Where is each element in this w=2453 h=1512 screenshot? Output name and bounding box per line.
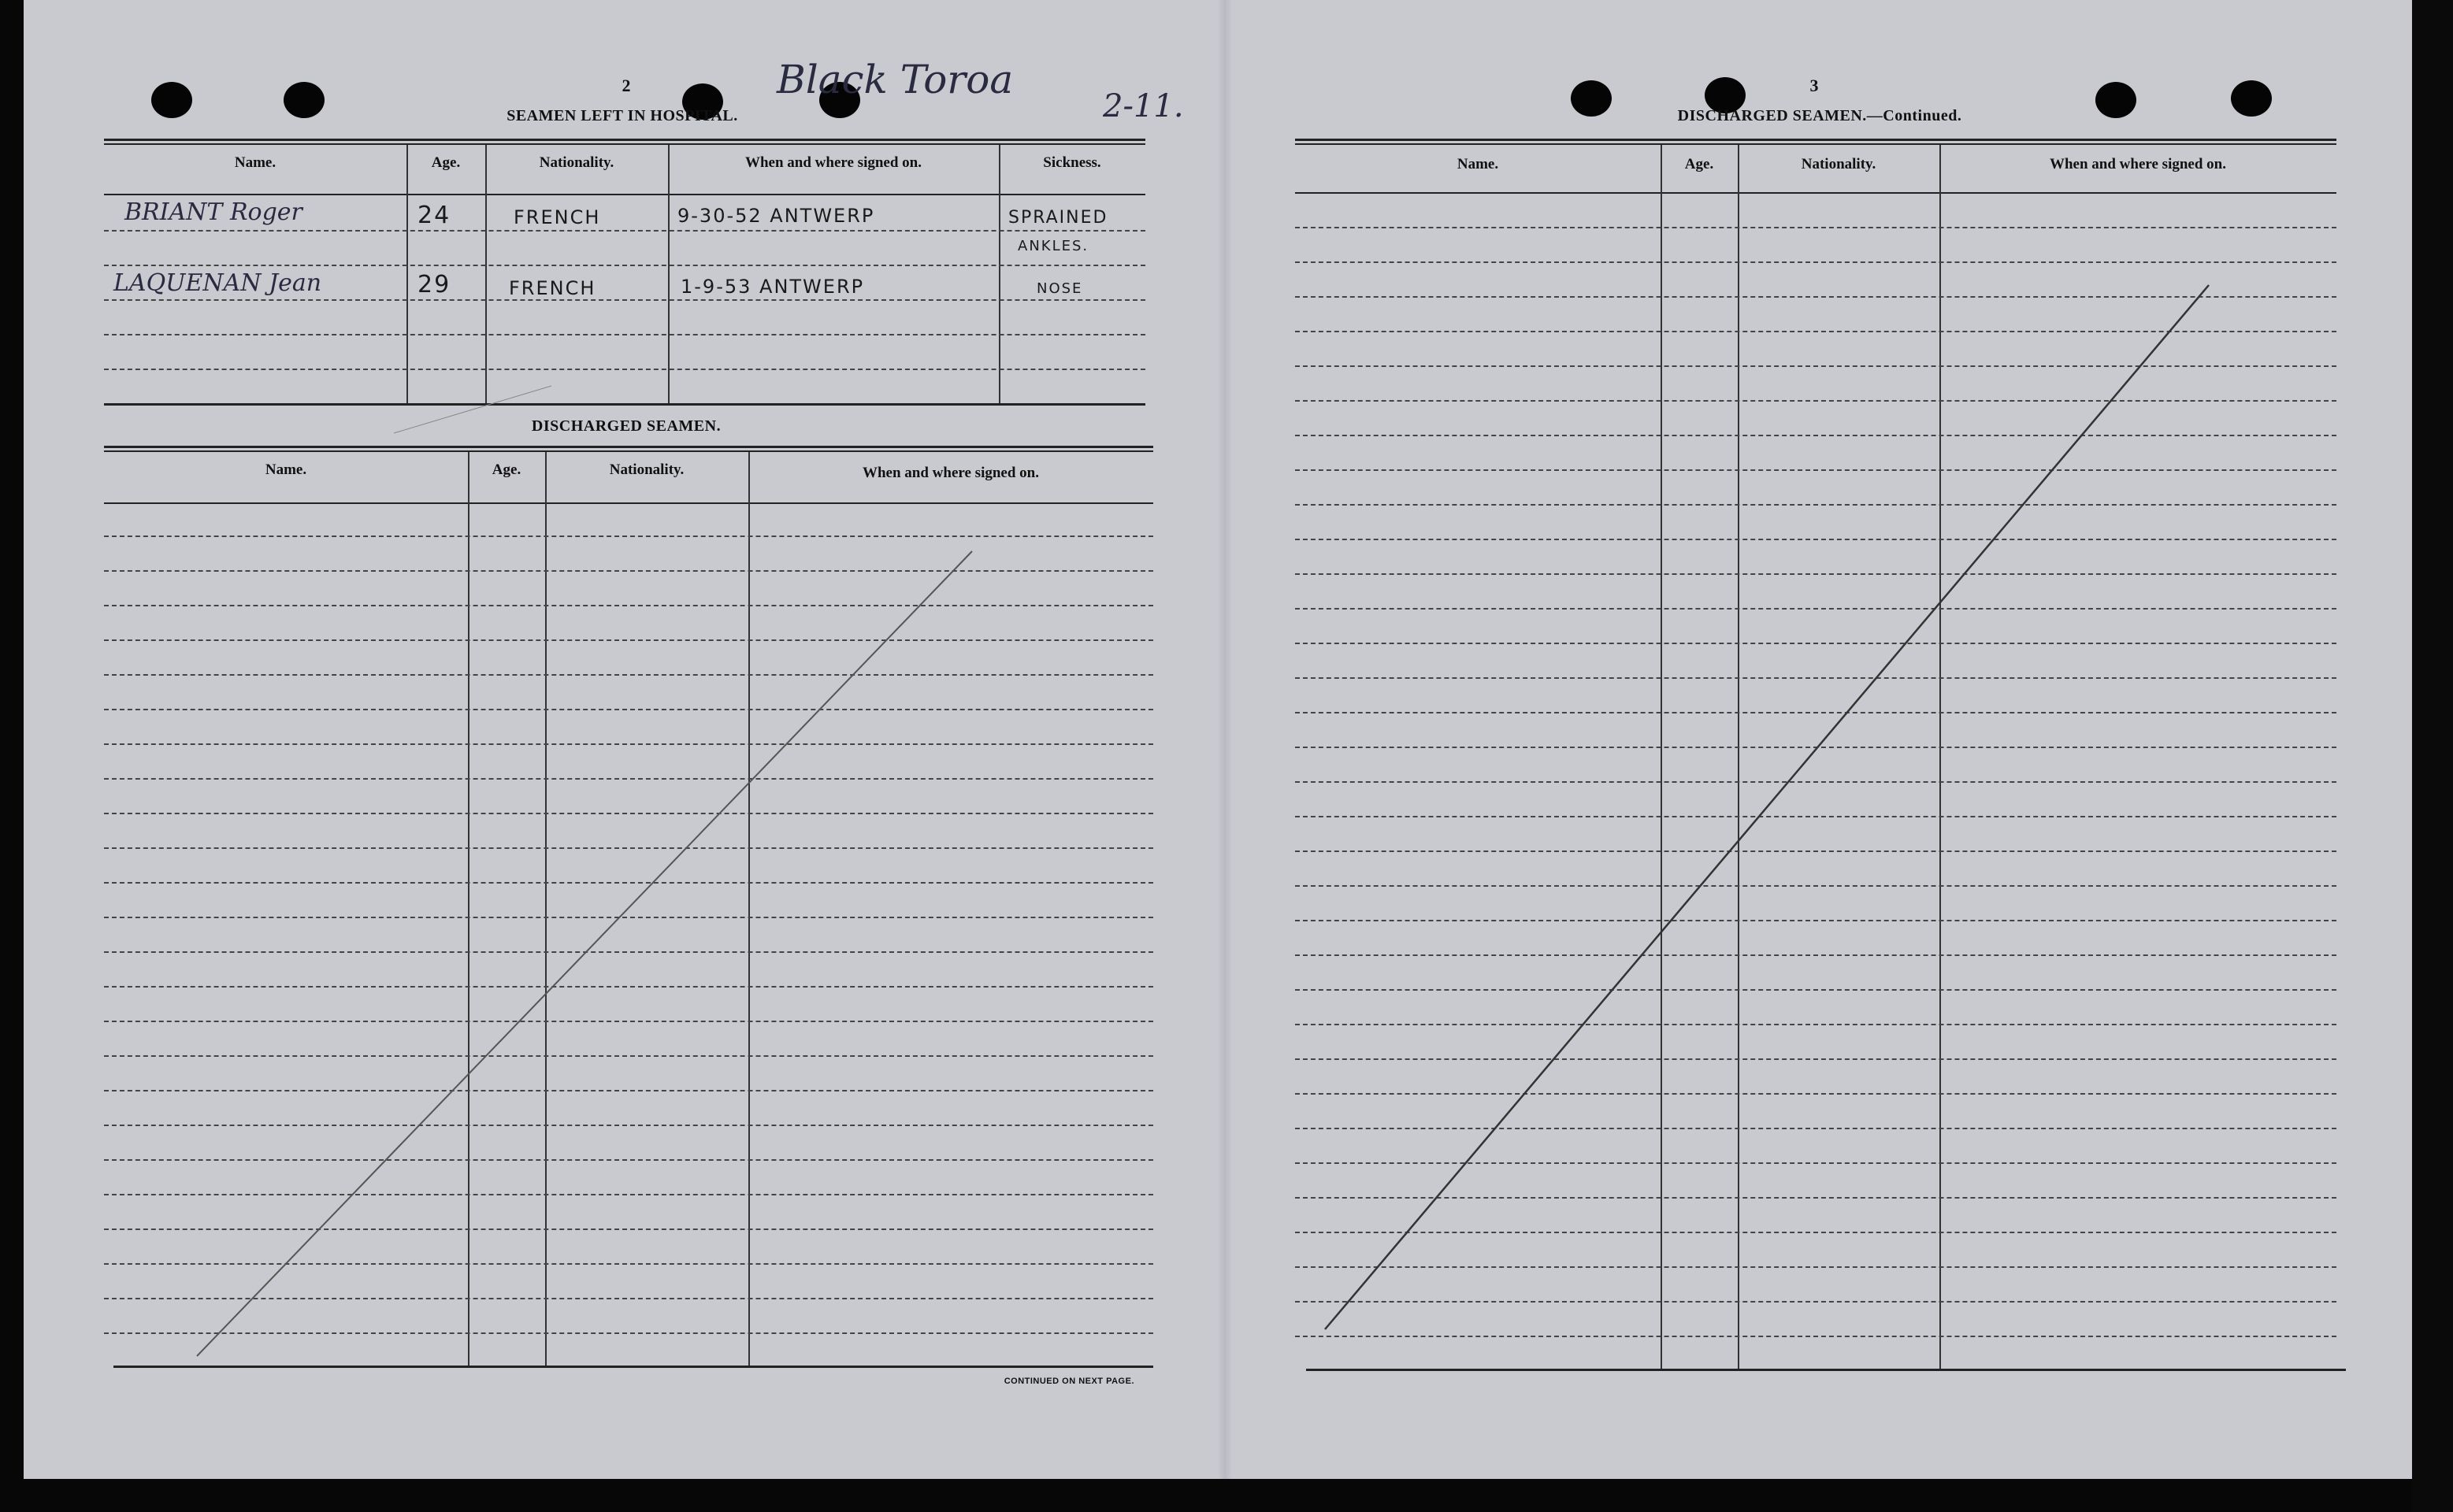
page-number-left: 2 [622,76,631,95]
hospital-row-age: 29 [417,271,451,298]
void-line-left [197,551,972,1356]
hospital-row-name: LAQUENAN Jean [113,269,322,297]
hospital-row-signed-on: 1-9-53 ANTWERP [681,276,865,298]
void-line-right [1325,285,2209,1329]
col-header-age: Age. [431,154,461,171]
col-header-name: Name. [265,461,307,478]
hospital-row-sickness: SPRAINED [1008,208,1108,228]
discharged-section-title: DISCHARGED SEAMEN. [531,417,722,435]
col-header-age: Age. [492,461,521,478]
continued-note: CONTINUED ON NEXT PAGE. [1004,1377,1134,1386]
col-header-name: Name. [1457,156,1499,172]
ship-name-annotation: Black Toroa [777,57,1014,102]
hospital-row-name: BRIANT Roger [124,198,302,226]
col-header-signed-on: When and where signed on. [862,465,1039,481]
col-header-signed-on: When and where signed on. [744,154,922,171]
col-header-signed-on: When and where signed on. [2049,156,2226,172]
hospital-row-sickness: NOSE [1037,280,1083,297]
page-ref-annotation: 2-11. [1103,88,1184,124]
col-header-nationality: Nationality. [539,154,614,171]
page-number-right: 3 [1809,76,1819,95]
hospital-row-nationality: FRENCH [514,206,601,228]
hospital-row-signed-on: 9-30-52 ANTWERP [677,205,875,227]
hospital-row-sickness-cont: ANKLES. [1018,238,1089,254]
hospital-row-nationality: FRENCH [509,277,596,299]
col-header-sickness: Sickness. [1043,154,1101,171]
pen-mark [394,386,551,433]
right-section-title: DISCHARGED SEAMEN.—Continued. [1677,107,1962,124]
col-header-age: Age. [1684,156,1714,172]
hospital-row-age: 24 [417,202,451,229]
col-header-nationality: Nationality. [1801,156,1876,172]
col-header-name: Name. [234,154,276,171]
col-header-nationality: Nationality. [609,461,685,478]
hospital-section-title: SEAMEN LEFT IN HOSPITAL. [507,107,738,124]
